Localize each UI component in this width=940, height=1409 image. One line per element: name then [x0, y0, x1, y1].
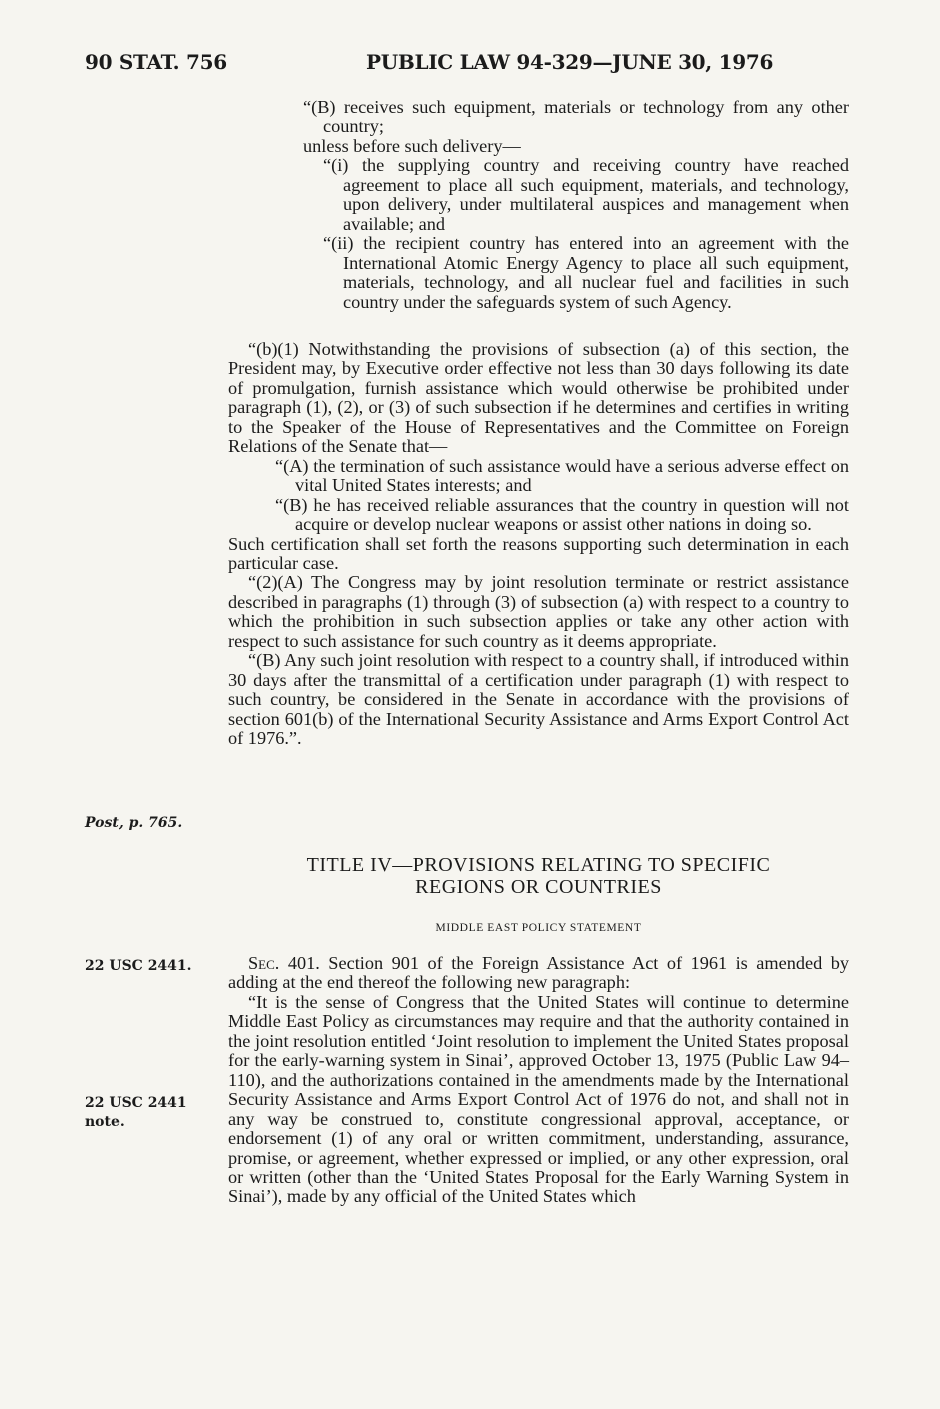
subsection-a-continuation [228, 98, 849, 312]
margin-note-usc-2441: 22 USC 2441. [85, 958, 192, 974]
clause-b1-B: “(B) he has received reliable assurances that the country in question will not acquire or develop nuclear weapons or assist other nations in doing so. [275, 494, 849, 535]
running-title: PUBLIC LAW 94-329—JUNE 30, 1976 [366, 50, 774, 74]
sec401-intro [228, 954, 849, 993]
unless-clause: unless before such delivery— [303, 135, 521, 156]
page-header [0, 50, 940, 80]
clause-b-receives: “(B) receives such equipment, materials or technology from any other country; [303, 97, 849, 137]
margin-note-post: Post, p. 765. [85, 815, 183, 831]
section-subheading: MIDDLE EAST POLICY STATEMENT [435, 922, 642, 934]
certification-sentence: Such certification shall set forth the reasons supporting such determination in each particular case. [228, 533, 849, 573]
statute-page-reference: 90 STAT. 756 [85, 50, 227, 74]
sec401-quoted-paragraph: “It is the sense of Congress that the United States will continue to determine Middle East Policy as circumstances may require and that the authority contained in the joint resolution entitled ‘Joint resolution to implement the United States proposal for the early-warning system in Sinai’, approved October 13, 1975 (Public Law 94–110), and the authorizations contained in the amendments made by the International Security Assistance and Arms Export Control Act of 1976 do not, and shall not in any way be construed to, constitute congressional approval, acceptance, or endorsement (1) of any oral or written commitment, understanding, assurance, promise, or agreement, whether expressed or implied, or any other expression, oral or written (other than the ‘United States Proposal for the Early Warning System in Sinai’), made by any official of the United States which [228, 991, 849, 1207]
clause-ii: “(ii) the recipient country has entered into an agreement with the International Atomic Energy Agency to place all such equipment, materials, technology, and all nuclear fuel and facilities in such country under the safeguards system of such Agency. [323, 233, 849, 312]
usc-note-line1: 22 USC 2441 [85, 1095, 187, 1111]
margin-note-usc-2441-note [85, 1094, 187, 1132]
title-iv-line1: TITLE IV—PROVISIONS RELATING TO SPECIFIC [306, 854, 771, 876]
clause-b1-A: “(A) the termination of such assistance would have a serious adverse effect on vital United States interests; and [275, 455, 849, 496]
section-401 [228, 954, 849, 1207]
title-iv-heading [228, 854, 849, 898]
sec401-intro-text: 401. Section 901 of the Foreign Assistance Act of 1961 is amended by adding at the end thereof the following new paragraph: [228, 953, 849, 993]
title-iv-line2: REGIONS OR COUNTRIES [415, 876, 662, 898]
subsection-b [228, 340, 849, 749]
paragraph-b2B: “(B) Any such joint resolution with respect to a country shall, if introduced within 30 days after the transmittal of a certification under paragraph (1) with respect to such country, be considered in the Senate in accordance with the provisions of section 601(b) of the International Security Assistance and Arms Export Control Act of 1976.”. [228, 650, 849, 749]
paragraph-b2A: “(2)(A) The Congress may by joint resolution terminate or restrict assistance described in paragraphs (1) through (3) of subsection (a) with respect to a country to which the prohibition in such subsection applies or take any other action with respect to such assistance for such country as it deems appropriate. [228, 572, 849, 651]
paragraph-b1: “(b)(1) Notwithstanding the provisions of subsection (a) of this section, the President may, by Executive order effective not less than 30 days following its date of promulgation, furnish assistance which would otherwise be prohibited under paragraph (1), (2), or (3) of such subsection if he determines and certifies in writing to the Speaker of the House of Representatives and the Committee on Foreign Relations of the Senate that— [228, 339, 849, 457]
sec-label: Sec. [248, 953, 280, 973]
usc-note-line2: note. [85, 1114, 125, 1130]
clause-i: “(i) the supplying country and receiving country have reached agreement to place all such equipment, materials, and technology, upon delivery, under multilateral auspices and management when available; and [323, 155, 849, 234]
